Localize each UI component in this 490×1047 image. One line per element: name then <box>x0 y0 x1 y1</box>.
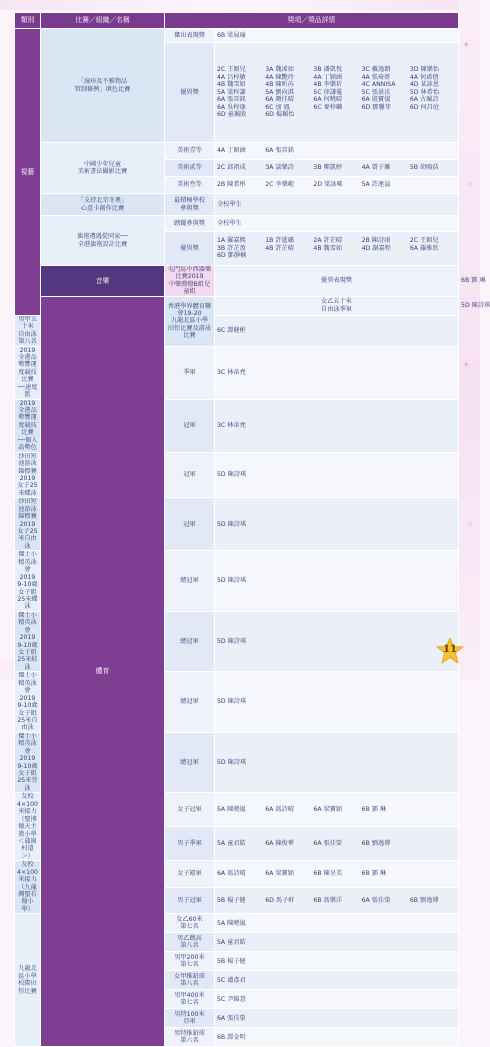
award-details <box>215 43 459 143</box>
student-entry: 5C 張景沃 <box>361 88 391 96</box>
competition-name: 中國少年兒童 美術書法攝影比賽 <box>41 143 165 194</box>
award-details <box>215 551 459 612</box>
category-arts: 視藝 <box>15 29 41 316</box>
student-entry: 4A 丁穎涵 <box>217 147 246 155</box>
student-entry: 4B 陳昕芮 <box>265 81 294 89</box>
student-entry: 4A 曾子雁 <box>361 164 391 172</box>
header-competition: 比賽／組織／名稱 <box>41 13 165 29</box>
award-name: 傑出表現獎 <box>165 29 215 43</box>
student-entry: 3C 戴逸朗 <box>361 66 391 74</box>
student-entry: 3B 鄭凱婷 <box>313 164 343 172</box>
student-entry: 4A 何浠僖 <box>409 73 439 81</box>
student-entry: 3A 談樂詩 <box>265 164 294 172</box>
student-entry: 3A 魏浠如 <box>265 66 294 74</box>
student-entry: 6C 麥梓麟 <box>313 103 343 111</box>
sparkle-icon: ✦ <box>462 40 471 51</box>
competition-name: 友校4×100米接力 （聖博德天主教小學 ＜蒲崗村道＞） <box>15 793 41 861</box>
award-details <box>215 861 459 888</box>
student-entry: 4B 魏雪如 <box>313 244 343 252</box>
student-entry: 6A 陳俊華 <box>265 840 294 848</box>
award-details <box>215 1009 459 1028</box>
student-entry: 5B 楊子健 <box>217 896 246 904</box>
student-entry: 3C 林韋堯 <box>217 368 246 376</box>
award-details <box>215 143 459 160</box>
award-details <box>215 887 459 914</box>
student-entry: 6D 馬子軒 <box>265 896 295 904</box>
award-details <box>215 933 459 952</box>
student-entry: 1B 許進嘯 <box>265 237 294 245</box>
student-entry: 3B 潘凱悅 <box>313 66 343 74</box>
competition-name: 傑士小精英泳會2019 9-10歲女子組25米自由泳 <box>15 672 41 733</box>
student-entry: 2B 陳希彤 <box>217 181 246 189</box>
student-entry: 4B 李樂祈 <box>313 81 343 89</box>
student-entry: 3B 許芷盈 <box>217 244 246 252</box>
student-entry: 6D 何昌庭 <box>409 103 440 111</box>
student-entry: 5A 劉向淇 <box>265 88 294 96</box>
student-entry: 6D 楊珮怡 <box>265 111 295 119</box>
page-number-badge <box>436 637 464 665</box>
category-music: 音樂 <box>41 266 165 297</box>
award-name: 男特100米 亞軍 <box>165 1009 215 1028</box>
student-entry: 5D 陳詩琪 <box>217 637 247 645</box>
awards-table <box>14 12 490 1047</box>
award-name: 冠軍 <box>165 399 215 452</box>
student-entry: 2C 李樂範 <box>265 181 294 189</box>
award-details <box>215 971 459 990</box>
student-entry: 6A 張佳榮 <box>361 896 391 904</box>
student-entry: 5D 陳詩琪 <box>217 471 247 479</box>
student-entry: 5D 陳詩琪 <box>217 520 247 528</box>
award-details <box>215 611 459 672</box>
award-name: 最積極學校 參與獎 <box>165 194 215 216</box>
student-entry: 5A 童君皓 <box>217 938 246 946</box>
student-entry: 6A 梁寶穎 <box>313 806 343 814</box>
competition-name: 傑士小精英泳會2019 9-10歲女子組25米背泳 <box>15 732 41 793</box>
sparkle-icon: ✧ <box>466 180 475 191</box>
student-entry: 5A 許連溢 <box>361 181 391 189</box>
student-entry: 4A 陳艷玲 <box>265 73 294 81</box>
student-entry: 5C 尹錦意 <box>217 995 246 1003</box>
student-entry: 6B 馮樂洋 <box>313 896 343 904</box>
award-name: 女甲推鉛球 第八名 <box>165 971 215 990</box>
award-name: 女乙60米 第七名 <box>165 914 215 933</box>
award-details <box>215 452 459 498</box>
award-name: 美術叁等 <box>165 177 215 194</box>
award-details <box>215 1028 459 1047</box>
student-entry: 5A 陳曉嵐 <box>217 806 246 814</box>
student-entry: 5A 陳曉嵐 <box>217 919 246 927</box>
student-entry: 4D 謝嘉程 <box>361 244 391 252</box>
student-entry: 6A 殷寶儀 <box>361 96 391 104</box>
award-name: 男特推鉛球 第六名 <box>165 1028 215 1047</box>
award-details <box>215 232 459 266</box>
award-name: 男子冠軍 <box>165 887 215 914</box>
student-entry: 6A 梁寶穎 <box>265 870 294 878</box>
competition-name: 傑士小精英泳會2019 9-10歲女子組25米蝶泳 <box>15 551 41 612</box>
student-entry: 6A 顏佳晴 <box>265 96 294 104</box>
student-entry: 6B 劉逸博 <box>409 896 439 904</box>
award-details <box>215 793 459 827</box>
student-entry: 6A 張佳榮 <box>313 840 343 848</box>
student-entry: 5D 陳詩琪 <box>217 758 247 766</box>
header-category: 類別 <box>15 13 41 29</box>
sparkle-icon: ✦ <box>462 360 471 371</box>
student-entry: 5D 林希怡 <box>409 88 440 96</box>
award-name: 季軍 <box>165 346 215 399</box>
student-entry: 5B 胡鳴浩 <box>409 164 439 172</box>
award-details <box>215 672 459 733</box>
award-name: 總冠軍 <box>165 732 215 793</box>
student-entry: 1A 羅嘉熙 <box>217 237 246 245</box>
top-decoration <box>0 0 480 10</box>
student-entry: 5D 陳詩琪 <box>217 698 247 706</box>
student-entry: 4A 呂梓敏 <box>217 73 246 81</box>
student-entry: 6D 童珮殷 <box>217 111 247 119</box>
header-awards: 獎項／獎品詳情 <box>165 13 459 29</box>
student-entry: 6B 梁展瑜 <box>217 31 246 39</box>
student-entry: 2D 梁詠晞 <box>313 181 343 189</box>
award-details <box>215 732 459 793</box>
student-entry: 6A 張晉銘 <box>265 147 294 155</box>
sparkle-icon: ✧ <box>466 520 475 531</box>
award-name: 總冠軍 <box>165 551 215 612</box>
student-entry: 5A 童君皓 <box>217 840 246 848</box>
award-name: 總冠軍 <box>165 672 215 733</box>
award-details <box>215 160 459 177</box>
student-entry: 3D 陳樂怡 <box>409 66 440 74</box>
award-name: 冠軍 <box>165 498 215 551</box>
competition-name: 旗袍禮遇從同家── 全港旗袍設計比賽 <box>41 216 165 266</box>
award-details <box>215 990 459 1009</box>
student-entry: 6A 吳梓珈 <box>217 103 246 111</box>
award-details <box>215 194 459 216</box>
student-entry: 6B 陳呈美 <box>313 870 343 878</box>
competition-name: 友校4×100米接力 （九龍灣聖若翰小學） <box>15 861 41 914</box>
student-entry: 4A 丁穎涵 <box>313 73 343 81</box>
award-name: 男甲五十米 自由泳第八名 <box>15 315 41 346</box>
student-entry: 4C ANNISA <box>361 81 396 89</box>
award-name: 踴躍參與獎 <box>165 216 215 232</box>
award-name: 男乙跳高 第八名 <box>165 933 215 952</box>
student-entry: 2C 王穎兒 <box>409 237 439 245</box>
table-row <box>15 296 459 315</box>
table-row <box>15 216 459 232</box>
student-entry: 全校學生 <box>217 200 242 208</box>
student-entry: 6C 譚健彬 <box>217 326 246 334</box>
award-name: 男子季軍 <box>165 827 215 861</box>
student-entry: 4A 張琦妍 <box>361 73 391 81</box>
competition-name: 傑士小精英泳會2019 9-10歲女子組25米蛙泳 <box>15 611 41 672</box>
award-details <box>215 315 459 346</box>
student-entry: 5A 梁梓謙 <box>217 88 246 96</box>
student-entry: 6A 馮詩晴 <box>217 870 246 878</box>
award-name: 優異表現獎 <box>215 266 459 297</box>
award-details <box>215 827 459 861</box>
student-entry: 4B 許芷晴 <box>265 244 294 252</box>
award-name: 美術壹等 <box>165 143 215 160</box>
competition-name: 「湿疹及不雅物品 管制條例」填色比賽 <box>41 29 165 143</box>
table-header-row <box>15 13 459 29</box>
student-entry: 2A 許芷晴 <box>313 237 343 245</box>
student-entry: 6A 張晉銘 <box>217 96 246 104</box>
student-entry: 6C 加 鳳 <box>265 103 290 111</box>
award-name: 男甲200米 第七名 <box>165 952 215 971</box>
award-name: 女子殿軍 <box>165 861 215 888</box>
student-entry: 2C 王穎兒 <box>217 66 246 74</box>
student-entry: 5D 陳詩琪 <box>461 302 490 310</box>
student-entry: 6D 鄧靜楠 <box>217 252 247 260</box>
competition-name: 2019全港品勢響運度競技比賽 ──速度籃 <box>15 346 41 399</box>
competition-name: 2019全港品勢響運度競技比賽 ──個人品勢色 <box>15 399 41 452</box>
student-entry: 6A 羅雅欣 <box>409 244 439 252</box>
category-sports: 體育 <box>41 296 165 1047</box>
student-entry: 5D 陳詩琪 <box>217 577 247 585</box>
competition-name: 九龍北區小學校際田徑比賽 <box>15 914 41 1047</box>
student-entry: 6D 鄧馨菲 <box>361 103 391 111</box>
student-entry: 全校學生 <box>217 219 242 227</box>
award-name: 總冠軍 <box>165 611 215 672</box>
competition-name: 「支持北京冬奧」 心意卡創作比賽 <box>41 194 165 216</box>
award-name: 美術貳等 <box>165 160 215 177</box>
student-entry: 5C 盧彥君 <box>217 976 246 984</box>
table-row <box>15 194 459 216</box>
student-entry: 6B 譚金明 <box>217 1033 246 1041</box>
award-name: 女子冠軍 <box>165 793 215 827</box>
award-details <box>215 346 459 399</box>
student-entry: 4B 魏雪如 <box>217 81 246 89</box>
award-details <box>215 29 459 43</box>
student-entry: 4D 某詠恩 <box>409 81 440 89</box>
student-entry: 6B 鄧 琳 <box>361 806 387 814</box>
student-entry: 6B 劉逸博 <box>361 840 391 848</box>
award-details <box>215 914 459 933</box>
page-number: 11 <box>443 644 457 655</box>
award-name: 優異獎 <box>165 232 215 266</box>
table-row <box>15 29 459 43</box>
award-details <box>215 177 459 194</box>
competition-name: 屯門區中西器樂比賽2019 中樂彈撥B組兒童組 <box>165 266 215 297</box>
student-entry: 6A 何曉晴 <box>313 96 343 104</box>
student-entry: 6B 鄧 琳 <box>461 277 486 285</box>
award-name: 女乙五十米 自由泳季軍 <box>215 296 459 315</box>
table-row <box>15 143 459 160</box>
award-details <box>215 399 459 452</box>
student-entry: 2B 陳詩雨 <box>361 237 391 245</box>
student-entry: 6A 古珮詩 <box>409 96 439 104</box>
award-details <box>215 498 459 551</box>
student-entry: 5B 楊子健 <box>217 957 246 965</box>
right-decoration <box>458 0 480 679</box>
award-details <box>215 216 459 232</box>
competition-name: 沙田短池游泳錦標賽2019 女子25米自由泳 <box>15 498 41 551</box>
student-entry: 6B 鄧 琳 <box>361 870 387 878</box>
student-entry: 2C 邱祖成 <box>217 164 246 172</box>
award-name: 男甲400米 第七名 <box>165 990 215 1009</box>
competition-name: 沙田短池游泳錦標賽2019 女子25米蝶泳 <box>15 452 41 498</box>
student-entry: 5C 徐謙蔓 <box>313 88 343 96</box>
student-entry: 6A 張佳榮 <box>217 1014 246 1022</box>
award-name: 冠軍 <box>165 452 215 498</box>
table-row <box>15 266 459 297</box>
competition-name: 香港學界體育聯會19-20 九龍北區小學 田徑比賽及游泳比賽 <box>165 296 215 346</box>
student-entry: 3C 林韋堯 <box>217 421 246 429</box>
award-details <box>215 952 459 971</box>
award-name: 優異獎 <box>165 43 215 143</box>
student-entry: 6A 馮詩晴 <box>265 806 294 814</box>
